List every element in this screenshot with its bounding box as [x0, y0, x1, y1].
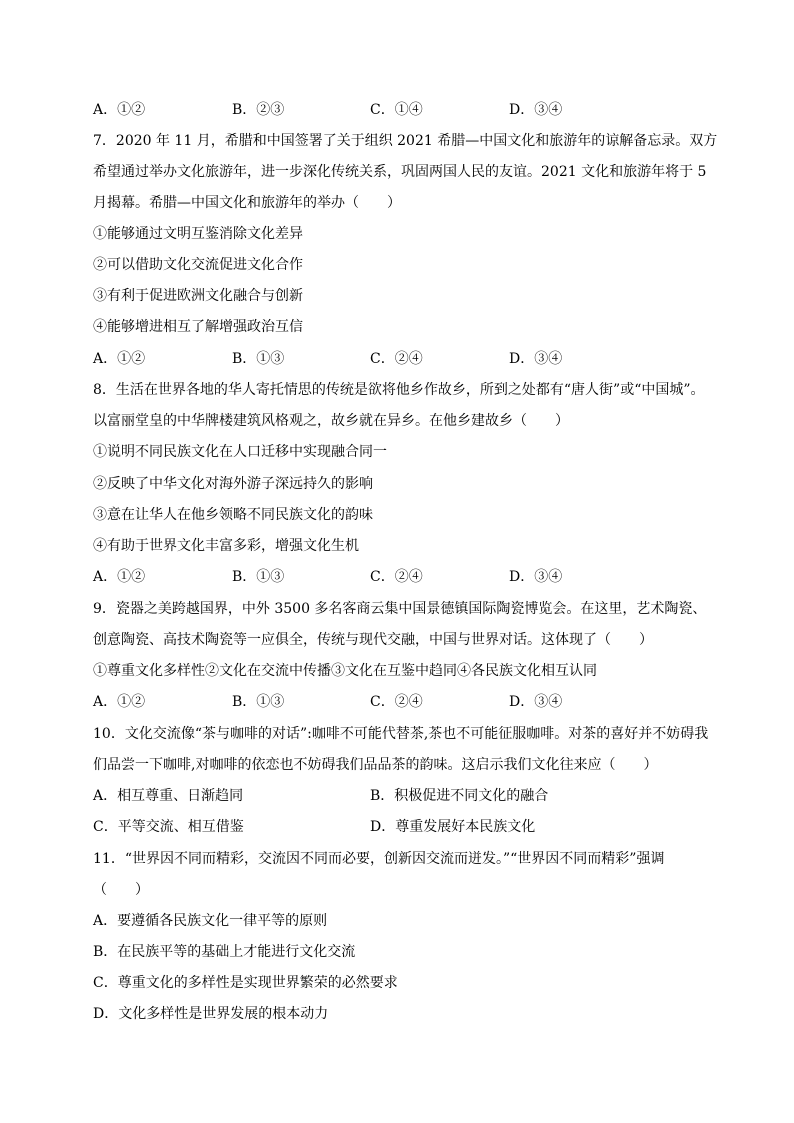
q11-stem-line-1: 11．“世界因不同而精彩，交流因不同而必要，创新因交流而迸发。”“世界因不同而精彩”强调 [93, 851, 665, 867]
q8-option-a[interactable]: A．①② [93, 569, 146, 585]
q8-statement-3: ③意在让华人在他乡领略不同民族文化的韵味 [93, 507, 373, 523]
q8-stem-line-1: 8．生活在世界各地的华人寄托情思的传统是欲将他乡作故乡，所到之处都有“唐人街”或“中国城”。 [93, 382, 705, 398]
q7-stem-line-1: 7．2020 年 11 月，希腊和中国签署了关于组织 2021 希腊—中国文化和旅游年的谅解备忘录。双方 [93, 133, 718, 149]
q8-statement-1: ①说明不同民族文化在人口迁移中实现融合同一 [93, 444, 387, 460]
q7-options [93, 349, 713, 369]
q8-statement-4: ④有助于世界文化丰富多彩，增强文化生机 [93, 538, 359, 554]
q7-statement-4: ④能够增进相互了解增强政治互信 [93, 319, 303, 335]
q6-option-a[interactable]: A．①② [93, 102, 146, 118]
q7-option-c[interactable]: C．②④ [370, 351, 423, 367]
q9-option-a[interactable]: A．①② [93, 694, 146, 710]
q6-option-b[interactable]: B．②③ [232, 102, 285, 118]
q7-stem-line-3: 月揭幕。希腊—中国文化和旅游年的举办（ ） [93, 195, 401, 211]
q7-option-a[interactable]: A．①② [93, 351, 146, 367]
q11-option-b[interactable]: B．在民族平等的基础上才能进行文化交流 [93, 944, 356, 960]
q8-statement-2: ②反映了中华文化对海外游子深远持久的影响 [93, 476, 373, 492]
q7-option-b[interactable]: B．①③ [232, 351, 285, 367]
q11-option-a[interactable]: A．要遵循各民族文化一律平等的原则 [93, 913, 328, 929]
q10-stem-line-1: 10．文化交流像“茶与咖啡的对话”:咖啡不可能代替茶,茶也不可能征服咖啡。对茶的喜好并不妨碍我 [93, 726, 709, 742]
q9-option-c[interactable]: C．②④ [370, 694, 423, 710]
q8-options [93, 567, 713, 587]
q9-option-d[interactable]: D．③④ [509, 694, 563, 710]
q10-options-row-2 [93, 817, 713, 837]
q11-option-d[interactable]: D．文化多样性是世界发展的根本动力 [93, 1006, 329, 1022]
q7-statement-1: ①能够通过文明互鉴消除文化差异 [93, 226, 303, 242]
q8-option-b[interactable]: B．①③ [232, 569, 285, 585]
q11-stem-line-2: （ ） [93, 882, 149, 898]
q7-statement-3: ③有利于促进欧洲文化融合与创新 [93, 288, 303, 304]
q9-stem-line-1: 9．瓷器之美跨越国界，中外 3500 多名客商云集中国景德镇国际陶瓷博览会。在这里，艺术陶瓷、 [93, 601, 707, 617]
q9-option-b[interactable]: B．①③ [232, 694, 285, 710]
q6-options [93, 100, 713, 120]
q7-stem-line-2: 希望通过举办文化旅游年，进一步深化传统关系，巩固两国人民的友谊。2021 文化和旅游年将于 5 [93, 164, 707, 180]
q10-option-c[interactable]: C．平等交流、相互借鉴 [93, 819, 244, 835]
q10-stem-line-2: 们品尝一下咖啡,对咖啡的依恋也不妨碍我们品品茶的韵味。这启示我们文化往来应（ ） [93, 757, 658, 773]
q9-stem-line-2: 创意陶瓷、高技术陶瓷等一应俱全，传统与现代交融，中国与世界对话。这体现了（ ） [93, 632, 653, 648]
q7-option-d[interactable]: D．③④ [509, 351, 563, 367]
q10-option-d[interactable]: D．尊重发展好本民族文化 [370, 819, 536, 835]
q7-statement-2: ②可以借助文化交流促进文化合作 [93, 257, 303, 273]
q10-option-b[interactable]: B．积极促进不同文化的融合 [370, 788, 549, 804]
q11-option-c[interactable]: C．尊重文化的多样性是实现世界繁荣的必然要求 [93, 975, 398, 991]
q8-stem-line-2: 以富丽堂皇的中华牌楼建筑风格观之，故乡就在异乡。在他乡建故乡（ ） [93, 413, 569, 429]
q8-option-c[interactable]: C．②④ [370, 569, 423, 585]
q10-option-a[interactable]: A．相互尊重、日渐趋同 [93, 788, 244, 804]
q9-options [93, 692, 713, 712]
q6-option-d[interactable]: D．③④ [509, 102, 563, 118]
q6-option-c[interactable]: C．①④ [370, 102, 423, 118]
q9-statements: ①尊重文化多样性②文化在交流中传播③文化在互鉴中趋同④各民族文化相互认同 [93, 663, 597, 679]
q8-option-d[interactable]: D．③④ [509, 569, 563, 585]
q10-options-row-1 [93, 786, 713, 806]
